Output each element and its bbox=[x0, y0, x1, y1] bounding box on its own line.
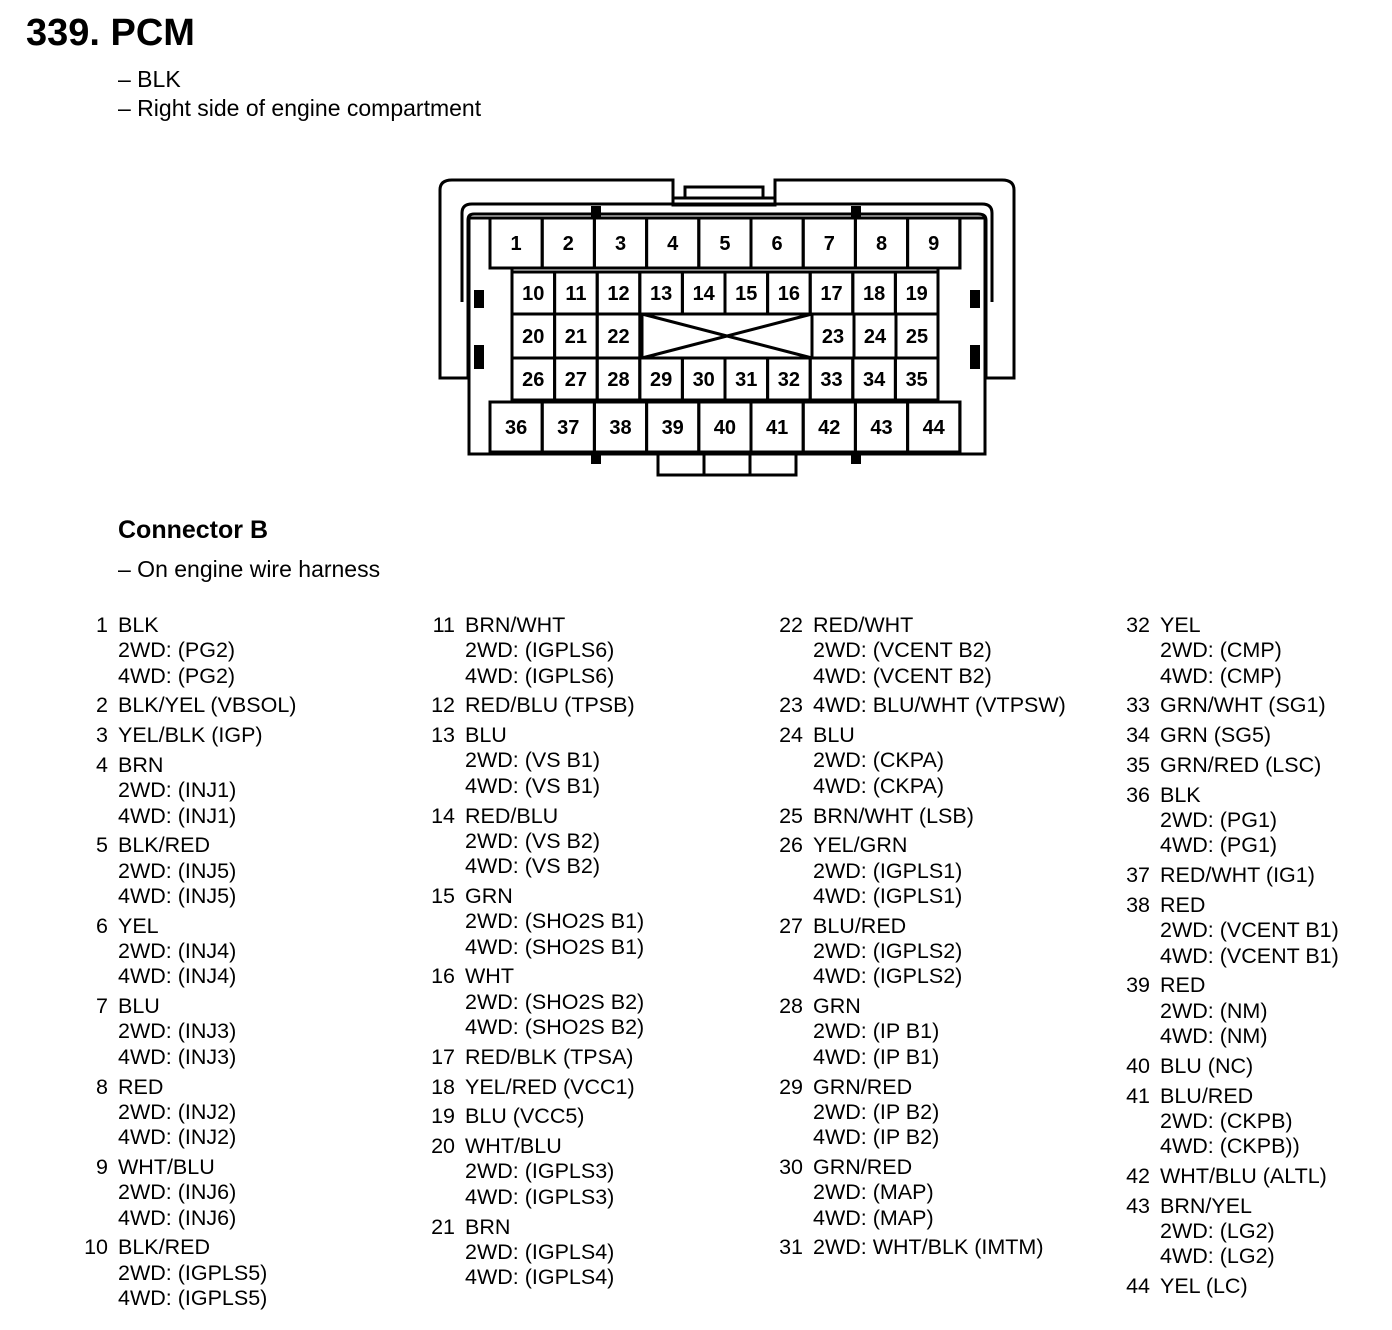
pin-cell-27 bbox=[555, 358, 598, 400]
pin-entry-number: 20 bbox=[431, 1134, 455, 1159]
circuit-designation: 2WD: (IGPLS3) bbox=[465, 1159, 615, 1184]
pin-entry-number: 26 bbox=[779, 833, 803, 858]
wire-color: BRN/YEL bbox=[1160, 1193, 1253, 1218]
circuit-designation: 4WD: (IGPLS5) bbox=[118, 1285, 268, 1310]
circuit-designation: 4WD: (VS B1) bbox=[465, 773, 600, 798]
pin-number: 33 bbox=[820, 369, 843, 391]
pin-entry-number: 16 bbox=[431, 964, 455, 989]
pin-cell-41 bbox=[751, 402, 803, 452]
pin-number: 19 bbox=[905, 283, 928, 305]
wire-color: 4WD: BLU/WHT (VTPSW) bbox=[813, 693, 1066, 718]
circuit-designation: 2WD: (MAP) bbox=[813, 1180, 934, 1205]
pin-entry bbox=[777, 1075, 1066, 1151]
pin-entry bbox=[429, 693, 644, 718]
pin-entry bbox=[429, 884, 644, 960]
circuit-designation: 2WD: (INJ2) bbox=[118, 1099, 237, 1124]
wire-color: GRN/RED bbox=[813, 1154, 913, 1179]
circuit-designation: 2WD: (LG2) bbox=[1160, 1219, 1275, 1244]
pin-cell-15 bbox=[725, 272, 768, 314]
pin-cell-36 bbox=[490, 402, 542, 452]
wire-color: GRN/WHT (SG1) bbox=[1160, 693, 1326, 718]
pin-number: 25 bbox=[905, 326, 929, 348]
circuit-designation: 2WD: (PG1) bbox=[1160, 808, 1278, 833]
pin-entry-number: 27 bbox=[779, 913, 803, 938]
circuit-designation: 2WD: (VS B1) bbox=[465, 748, 600, 773]
pin-entry-number: 38 bbox=[1126, 892, 1150, 917]
pin-number: 7 bbox=[823, 233, 835, 255]
pin-entry bbox=[82, 613, 296, 689]
pin-number: 14 bbox=[692, 283, 715, 305]
pin-entry bbox=[429, 1045, 644, 1070]
wire-color: RED bbox=[1160, 892, 1206, 917]
pin-entry bbox=[777, 1155, 1066, 1231]
circuit-designation: 2WD: (CMP) bbox=[1160, 638, 1282, 663]
pin-cell-30 bbox=[682, 358, 725, 400]
pin-number: 37 bbox=[557, 417, 580, 439]
pin-number: 39 bbox=[661, 417, 684, 439]
pin-entry bbox=[1124, 1194, 1339, 1270]
pin-entry bbox=[777, 693, 1066, 718]
wire-color: RED/BLU (TPSB) bbox=[465, 693, 635, 718]
pin-cell-7 bbox=[803, 218, 855, 268]
pin-entry bbox=[777, 723, 1066, 799]
pin-list-column-3 bbox=[777, 613, 1066, 1265]
pin-entry bbox=[777, 833, 1066, 909]
pin-cell-42 bbox=[803, 402, 855, 452]
pin-entry-number: 29 bbox=[779, 1074, 803, 1099]
pin-cell-1 bbox=[490, 218, 542, 268]
pin-number: 13 bbox=[649, 283, 673, 305]
pin-number: 42 bbox=[818, 417, 841, 439]
pin-entry-number: 36 bbox=[1126, 782, 1150, 807]
pin-entry-number: 25 bbox=[779, 803, 803, 828]
pin-cell-16 bbox=[768, 272, 811, 314]
pin-entry bbox=[82, 693, 296, 718]
pin-number: 24 bbox=[863, 326, 887, 348]
pin-entry-number: 3 bbox=[96, 723, 108, 748]
circuit-designation: 2WD: (SHO2S B1) bbox=[465, 909, 645, 934]
wire-color: WHT/BLU (ALTL) bbox=[1160, 1163, 1327, 1188]
pin-entry bbox=[1124, 783, 1339, 859]
circuit-designation: 2WD: (INJ1) bbox=[118, 778, 237, 803]
pin-number: 6 bbox=[771, 233, 783, 255]
circuit-designation: 4WD: (VS B2) bbox=[465, 854, 600, 879]
pin-entry bbox=[1124, 753, 1339, 778]
circuit-designation: 4WD: (INJ3) bbox=[118, 1044, 237, 1069]
pin-entry bbox=[429, 1215, 644, 1291]
circuit-designation: 4WD: (INJ2) bbox=[118, 1125, 237, 1150]
connector-title: Connector B bbox=[118, 516, 268, 544]
wire-color: GRN/RED bbox=[813, 1074, 913, 1099]
pin-entry-number: 41 bbox=[1126, 1083, 1150, 1108]
pin-entry-number: 35 bbox=[1126, 752, 1150, 777]
pin-cell-23 bbox=[812, 314, 854, 358]
pin-cell-35 bbox=[895, 358, 938, 400]
pin-number: 29 bbox=[649, 369, 673, 391]
pin-entry-number: 37 bbox=[1126, 863, 1150, 888]
wire-color: RED/BLK (TPSA) bbox=[465, 1044, 634, 1069]
pin-entry bbox=[1124, 693, 1339, 718]
pin-cell-21 bbox=[555, 314, 598, 358]
circuit-designation: 4WD: (CMP) bbox=[1160, 663, 1282, 688]
circuit-designation: 2WD: (IGPLS6) bbox=[465, 638, 615, 663]
pin-number: 5 bbox=[719, 233, 731, 255]
circuit-designation: 2WD: (IP B1) bbox=[813, 1019, 940, 1044]
pin-cell-12 bbox=[597, 272, 640, 314]
pin-entry bbox=[429, 964, 644, 1040]
circuit-designation: 4WD: (PG2) bbox=[118, 663, 236, 688]
pin-entry bbox=[82, 833, 296, 909]
pin-cell-38 bbox=[594, 402, 646, 452]
pin-cell-28 bbox=[597, 358, 640, 400]
pin-number: 36 bbox=[504, 417, 528, 439]
wire-color: GRN/RED (LSC) bbox=[1160, 752, 1322, 777]
connector-location: – Right side of engine compartment bbox=[118, 95, 482, 121]
pin-entry-number: 18 bbox=[431, 1074, 455, 1099]
pin-number: 23 bbox=[821, 326, 845, 348]
pin-cell-20 bbox=[512, 314, 555, 358]
pin-entry bbox=[1124, 1164, 1339, 1189]
pin-entry-number: 8 bbox=[96, 1074, 108, 1099]
circuit-designation: 4WD: (INJ6) bbox=[118, 1205, 237, 1230]
pin-number: 21 bbox=[564, 326, 588, 348]
wire-color: BLU/RED bbox=[1160, 1083, 1254, 1108]
wire-color: YEL/RED (VCC1) bbox=[465, 1074, 635, 1099]
pin-cell-10 bbox=[512, 272, 555, 314]
circuit-designation: 4WD: (IP B2) bbox=[813, 1125, 940, 1150]
wire-color: BLU bbox=[813, 723, 855, 748]
pin-list-column-2 bbox=[429, 613, 644, 1295]
pin-entry-number: 14 bbox=[431, 803, 455, 828]
pin-number: 41 bbox=[765, 417, 789, 439]
wire-color: BLK bbox=[118, 613, 159, 637]
wire-color: RED/WHT bbox=[813, 613, 914, 637]
pin-cell-37 bbox=[542, 402, 594, 452]
pin-cell-6 bbox=[751, 218, 803, 268]
circuit-designation: 4WD: (NM) bbox=[1160, 1023, 1268, 1048]
pin-cell-13 bbox=[640, 272, 683, 314]
circuit-designation: 2WD: (INJ4) bbox=[118, 939, 237, 964]
pin-entry-number: 44 bbox=[1126, 1274, 1150, 1299]
pin-entry-number: 2 bbox=[96, 693, 108, 718]
pin-number: 2 bbox=[562, 233, 574, 255]
circuit-designation: 4WD: (IP B1) bbox=[813, 1044, 940, 1069]
circuit-designation: 2WD: (IGPLS5) bbox=[118, 1260, 268, 1285]
pin-number: 40 bbox=[713, 417, 737, 439]
connector-diagram bbox=[0, 0, 1392, 500]
pin-cell-3 bbox=[594, 218, 646, 268]
pin-entry-number: 40 bbox=[1126, 1053, 1150, 1078]
wire-color: GRN bbox=[465, 883, 513, 908]
pin-entry bbox=[777, 994, 1066, 1070]
wire-color: BLU bbox=[465, 723, 507, 748]
circuit-designation: 2WD: (IGPLS1) bbox=[813, 858, 963, 883]
wire-color: WHT/BLU bbox=[118, 1154, 215, 1179]
pin-number: 31 bbox=[735, 369, 758, 391]
wire-color: YEL/GRN bbox=[813, 833, 908, 858]
circuit-designation: 4WD: (IGPLS1) bbox=[813, 883, 963, 908]
wire-color: WHT/BLU bbox=[465, 1134, 562, 1159]
pin-entry bbox=[777, 804, 1066, 829]
pin-number: 4 bbox=[667, 233, 679, 255]
circuit-designation: 2WD: (IGPLS4) bbox=[465, 1239, 615, 1264]
pin-cell-9 bbox=[908, 218, 960, 268]
pin-number: 30 bbox=[692, 369, 715, 391]
wire-color: BLU (VCC5) bbox=[465, 1104, 585, 1129]
pin-cell-32 bbox=[768, 358, 811, 400]
pin-cell-11 bbox=[555, 272, 598, 314]
pin-cell-43 bbox=[855, 402, 907, 452]
pin-entry bbox=[1124, 863, 1339, 888]
pin-entry bbox=[1124, 1054, 1339, 1079]
circuit-designation: 4WD: (IGPLS2) bbox=[813, 964, 963, 989]
pin-entry bbox=[82, 753, 296, 829]
pin-entry-number: 39 bbox=[1126, 973, 1150, 998]
pin-cell-5 bbox=[699, 218, 751, 268]
wire-color: BLU/RED bbox=[813, 913, 907, 938]
pin-cell-40 bbox=[699, 402, 751, 452]
circuit-designation: 4WD: (INJ4) bbox=[118, 964, 237, 989]
pin-number: 1 bbox=[510, 233, 522, 255]
circuit-designation: 2WD: (INJ3) bbox=[118, 1019, 237, 1044]
wire-color: BLK/YEL (VBSOL) bbox=[118, 693, 297, 718]
pin-entry bbox=[429, 1134, 644, 1210]
pin-entry-number: 13 bbox=[431, 723, 455, 748]
wire-color: YEL/BLK (IGP) bbox=[118, 723, 263, 748]
pin-entry-number: 32 bbox=[1126, 613, 1150, 637]
pin-entry bbox=[82, 994, 296, 1070]
circuit-designation: 2WD: (CKPA) bbox=[813, 748, 944, 773]
wire-color: BRN/WHT bbox=[465, 613, 566, 637]
wire-color: BRN/WHT (LSB) bbox=[813, 803, 974, 828]
pin-entry-number: 21 bbox=[431, 1214, 455, 1239]
wire-color: WHT bbox=[465, 964, 514, 989]
wire-color: BLU (NC) bbox=[1160, 1053, 1254, 1078]
pin-entry-number: 24 bbox=[779, 723, 803, 748]
pin-entry-number: 34 bbox=[1126, 723, 1150, 748]
pin-entry bbox=[1124, 893, 1339, 969]
pin-entry-number: 17 bbox=[431, 1044, 455, 1069]
pin-entry bbox=[1124, 723, 1339, 748]
wire-color: YEL (LC) bbox=[1160, 1274, 1248, 1299]
pin-entry-number: 6 bbox=[96, 913, 108, 938]
pin-entry bbox=[429, 804, 644, 880]
pin-entry bbox=[777, 914, 1066, 990]
circuit-designation: 4WD: (IGPLS3) bbox=[465, 1184, 615, 1209]
pin-number: 22 bbox=[607, 326, 630, 348]
pin-number: 28 bbox=[607, 369, 630, 391]
wire-color: BLK/RED bbox=[118, 1235, 211, 1260]
circuit-designation: 4WD: (IGPLS4) bbox=[465, 1265, 615, 1290]
pin-cell-17 bbox=[810, 272, 853, 314]
circuit-designation: 4WD: (SHO2S B1) bbox=[465, 934, 645, 959]
wire-color: YEL bbox=[1160, 613, 1201, 637]
pin-number: 20 bbox=[522, 326, 545, 348]
wire-color: BLK/RED bbox=[118, 833, 211, 858]
pin-cell-24 bbox=[854, 314, 896, 358]
wire-color: BRN bbox=[118, 752, 164, 777]
pin-entry bbox=[82, 914, 296, 990]
pin-entry-number: 1 bbox=[96, 613, 108, 637]
pin-cell-18 bbox=[853, 272, 896, 314]
pin-cell-4 bbox=[647, 218, 699, 268]
pin-entry bbox=[777, 613, 1066, 689]
wire-color: GRN bbox=[813, 994, 861, 1019]
pin-number: 17 bbox=[820, 283, 843, 305]
circuit-designation: 4WD: (INJ5) bbox=[118, 883, 237, 908]
pin-entry bbox=[429, 613, 644, 689]
circuit-designation: 2WD: (VCENT B2) bbox=[813, 638, 992, 663]
connector-color: – BLK bbox=[118, 66, 181, 92]
pin-number: 44 bbox=[922, 417, 945, 439]
circuit-designation: 2WD: (CKPB) bbox=[1160, 1108, 1293, 1133]
pin-number: 12 bbox=[607, 283, 630, 305]
pin-number: 38 bbox=[609, 417, 632, 439]
pin-entry bbox=[82, 1075, 296, 1151]
pin-entry-number: 7 bbox=[96, 994, 108, 1019]
pin-cell-8 bbox=[855, 218, 907, 268]
pin-entry bbox=[429, 723, 644, 799]
pin-entry-number: 12 bbox=[431, 693, 455, 718]
pin-cell-39 bbox=[647, 402, 699, 452]
pin-number: 8 bbox=[875, 233, 888, 255]
pin-entry-number: 33 bbox=[1126, 693, 1150, 718]
pin-entry-number: 23 bbox=[779, 693, 803, 718]
circuit-designation: 2WD: (INJ5) bbox=[118, 858, 237, 883]
circuit-designation: 4WD: (INJ1) bbox=[118, 803, 237, 828]
page-title: 339. PCM bbox=[26, 12, 195, 54]
circuit-designation: 4WD: (MAP) bbox=[813, 1205, 934, 1230]
pin-entry bbox=[777, 1235, 1066, 1260]
circuit-designation: 4WD: (LG2) bbox=[1160, 1244, 1275, 1269]
pin-entry-number: 19 bbox=[431, 1104, 455, 1129]
pin-entry-number: 43 bbox=[1126, 1193, 1150, 1218]
pin-entry bbox=[1124, 613, 1339, 689]
wire-color: RED/WHT (IG1) bbox=[1160, 863, 1315, 888]
circuit-designation: 2WD: (PG2) bbox=[118, 638, 236, 663]
pin-entry-number: 22 bbox=[779, 613, 803, 637]
circuit-designation: 4WD: (PG1) bbox=[1160, 833, 1278, 858]
circuit-designation: 4WD: (SHO2S B2) bbox=[465, 1014, 645, 1039]
pin-number: 11 bbox=[565, 283, 587, 305]
circuit-designation: 4WD: (VCENT B2) bbox=[813, 663, 992, 688]
pin-number: 15 bbox=[735, 283, 758, 305]
pin-entry bbox=[82, 723, 296, 748]
pin-entry-number: 9 bbox=[96, 1154, 108, 1179]
pin-number: 34 bbox=[862, 369, 886, 391]
pin-entry bbox=[429, 1075, 644, 1100]
pin-entry bbox=[1124, 973, 1339, 1049]
pin-cell-33 bbox=[810, 358, 853, 400]
pin-cell-26 bbox=[512, 358, 555, 400]
pin-cell-2 bbox=[542, 218, 594, 268]
wire-color: BLU bbox=[118, 994, 160, 1019]
wire-color: BRN bbox=[465, 1214, 511, 1239]
circuit-designation: 2WD: (VCENT B1) bbox=[1160, 918, 1339, 943]
pin-entry bbox=[82, 1155, 296, 1231]
circuit-designation: 2WD: (INJ6) bbox=[118, 1180, 237, 1205]
pin-number: 43 bbox=[870, 417, 893, 439]
wire-color: GRN (SG5) bbox=[1160, 723, 1272, 748]
pin-cell-19 bbox=[895, 272, 938, 314]
circuit-designation: 4WD: (CKPB)) bbox=[1160, 1134, 1300, 1159]
pin-cell-25 bbox=[896, 314, 938, 358]
pin-number: 9 bbox=[928, 233, 940, 255]
pin-entry bbox=[1124, 1274, 1339, 1299]
pin-entry-number: 42 bbox=[1126, 1163, 1150, 1188]
pin-cell-44 bbox=[908, 402, 960, 452]
circuit-designation: 2WD: (SHO2S B2) bbox=[465, 989, 645, 1014]
pin-number: 27 bbox=[564, 369, 588, 391]
pin-entry bbox=[429, 1104, 644, 1129]
wire-color: BLK bbox=[1160, 782, 1201, 807]
wire-color: RED bbox=[1160, 973, 1206, 998]
pin-cell-29 bbox=[640, 358, 683, 400]
pin-entry bbox=[82, 1235, 296, 1311]
pin-number: 35 bbox=[905, 369, 928, 391]
wire-color: 2WD: WHT/BLK (IMTM) bbox=[813, 1235, 1044, 1260]
pin-entry-number: 10 bbox=[84, 1235, 108, 1260]
wire-color: RED/BLU bbox=[465, 803, 559, 828]
pin-cell-14 bbox=[682, 272, 725, 314]
circuit-designation: 2WD: (IP B2) bbox=[813, 1099, 940, 1124]
wire-color: RED bbox=[118, 1074, 164, 1099]
pin-entry-number: 28 bbox=[779, 994, 803, 1019]
pin-number: 32 bbox=[777, 369, 801, 391]
pin-entry-number: 15 bbox=[431, 883, 455, 908]
circuit-designation: 2WD: (NM) bbox=[1160, 998, 1268, 1023]
pin-number: 16 bbox=[777, 283, 801, 305]
pin-entry-number: 31 bbox=[779, 1235, 803, 1260]
wire-color: YEL bbox=[118, 913, 159, 938]
circuit-designation: 2WD: (VS B2) bbox=[465, 828, 600, 853]
pin-entry bbox=[1124, 1084, 1339, 1160]
pin-list-column-1 bbox=[82, 613, 296, 1316]
circuit-designation: 4WD: (VCENT B1) bbox=[1160, 943, 1339, 968]
circuit-designation: 4WD: (CKPA) bbox=[813, 773, 944, 798]
connector-harness: – On engine wire harness bbox=[118, 556, 381, 582]
circuit-designation: 2WD: (IGPLS2) bbox=[813, 939, 963, 964]
pin-cell-34 bbox=[853, 358, 896, 400]
pin-list-column-4 bbox=[1124, 613, 1339, 1304]
pin-number: 18 bbox=[862, 283, 886, 305]
pin-entry-number: 5 bbox=[96, 833, 108, 858]
pin-number: 3 bbox=[614, 233, 627, 255]
pin-entry-number: 4 bbox=[96, 752, 108, 777]
pin-cell-22 bbox=[597, 314, 640, 358]
pin-number: 10 bbox=[522, 283, 545, 305]
circuit-designation: 4WD: (IGPLS6) bbox=[465, 663, 615, 688]
pin-entry-number: 11 bbox=[432, 613, 455, 637]
pin-number: 26 bbox=[522, 369, 545, 391]
pin-cell-31 bbox=[725, 358, 768, 400]
pin-entry-number: 30 bbox=[779, 1154, 803, 1179]
